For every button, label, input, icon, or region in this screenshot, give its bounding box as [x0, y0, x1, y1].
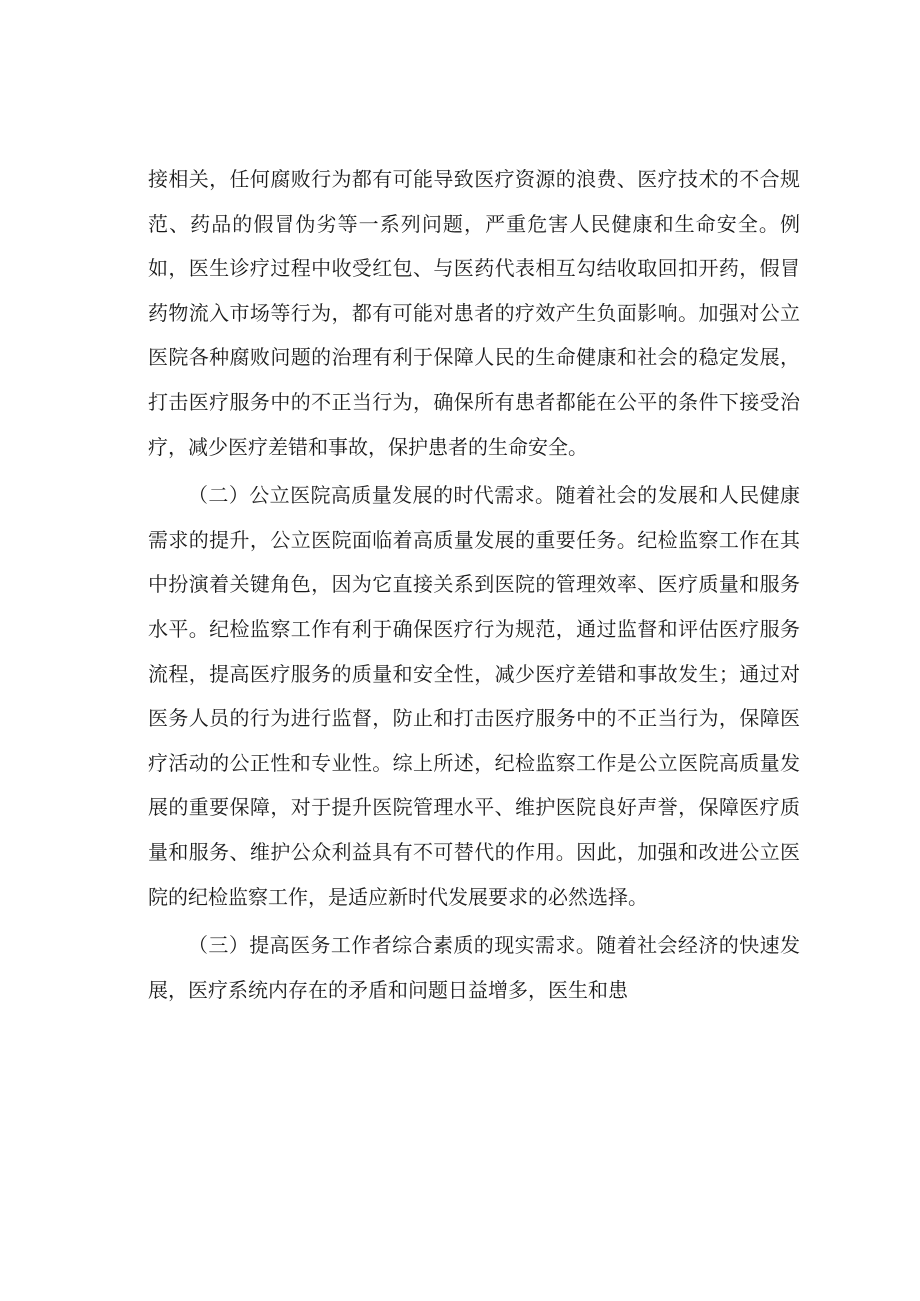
paragraph-section-2: （二）公立医院高质量发展的时代需求。随着社会的发展和人民健康需求的提升，公立医院面临着高质量发展的重要任务。纪检监察工作在其中扮演着关键角色，因为它直接关系到医院的管理效率、医疗质量和服务水平。纪检监察工作有利于确保医疗行为规范，通过监督和评估医疗服务流程，提高医疗服务的质量和安全性，减少医疗差错和事故发生；通过对医务人员的行为进行监督，防止和打击医疗服务中的不正当行为，保障医疗活动的公正性和专业性。综上所述，纪检监察工作是公立医院高质量发展的重要保障，对于提升医院管理水平、维护医院良好声誉，保障医疗质量和服务、维护公众利益具有不可替代的作用。因此，加强和改进公立医院的纪检监察工作，是适应新时代发展要求的必然选择。 — [148, 483, 800, 909]
paragraph-continuation: 接相关，任何腐败行为都有可能导致医疗资源的浪费、医疗技术的不合规范、药品的假冒伪劣等一系列问题，严重危害人民健康和生命安全。例如，医生诊疗过程中收受红包、与医药代表相互勾结收取回扣开药，假冒药物流入市场等行为，都有可能对患者的疗效产生负面影响。加强对公立医院各种腐败问题的治理有利于保障人民的生命健康和社会的稳定发展，打击医疗服务中的不正当行为，确保所有患者都能在公平的条件下接受治疗，减少医疗差错和事故，保护患者的生命安全。 — [148, 167, 800, 459]
document-body — [148, 157, 800, 1012]
paragraph-section-3: （三）提高医务工作者综合素质的现实需求。随着社会经济的快速发展，医疗系统内存在的矛盾和问题日益增多，医生和患 — [148, 933, 800, 1002]
